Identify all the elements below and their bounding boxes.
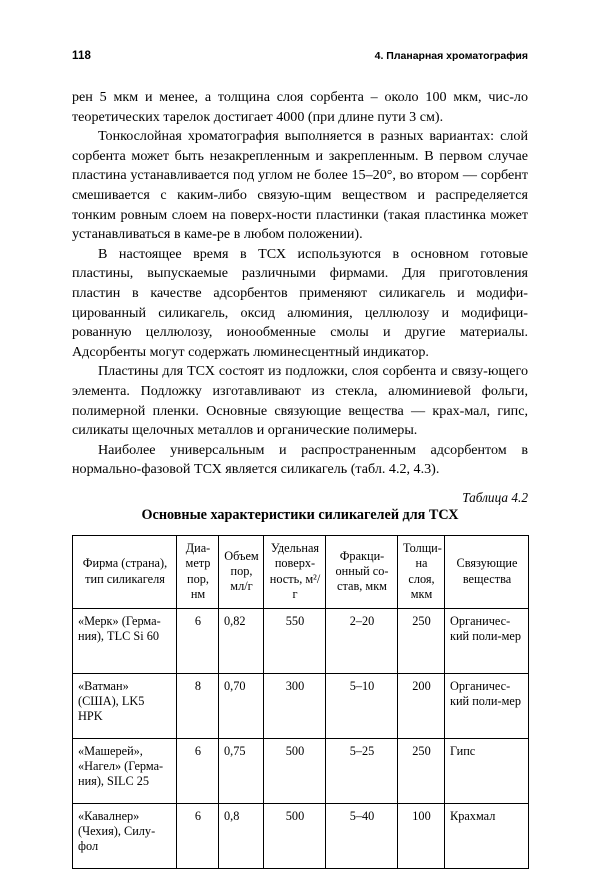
- cell-layer-thickness: 250: [398, 738, 445, 803]
- cell-layer-thickness: 250: [398, 608, 445, 673]
- cell-pore-volume: 0,75: [219, 738, 264, 803]
- cell-fraction: 5–40: [326, 803, 398, 868]
- cell-fraction: 5–10: [326, 673, 398, 738]
- cell-pore-diameter: 8: [177, 673, 219, 738]
- cell-surface-area: 550: [264, 608, 326, 673]
- page-number: 118: [72, 50, 92, 62]
- cell-layer-thickness: 100: [398, 803, 445, 868]
- cell-pore-volume: 0,8: [219, 803, 264, 868]
- column-header-pore-volume: Объем пор, мл/г: [219, 535, 264, 608]
- table-title: Основные характеристики силикагелей для ТСХ: [141, 506, 459, 523]
- column-header-surface-area: Удельная поверх-ность, м²/г: [264, 535, 326, 608]
- cell-fraction: 5–25: [326, 738, 398, 803]
- cell-firm: «Машерей», «Нагел» (Герма-ния), SILC 25: [73, 738, 177, 803]
- page-content: [72, 88, 528, 869]
- table-row: [73, 738, 529, 803]
- cell-firm: «Кавалнер» (Чехия), Силу-фол: [73, 803, 177, 868]
- table-header-row: [73, 535, 529, 608]
- cell-pore-diameter: 6: [177, 803, 219, 868]
- cell-surface-area: 300: [264, 673, 326, 738]
- cell-binder: Органичес-кий поли-мер: [445, 608, 529, 673]
- silica-gel-characteristics-table: [72, 535, 529, 869]
- cell-firm: «Мерк» (Герма-ния), TLC Si 60: [73, 608, 177, 673]
- cell-firm: «Ватман» (США), LK5 HPK: [73, 673, 177, 738]
- cell-binder: Крахмал: [445, 803, 529, 868]
- cell-layer-thickness: 200: [398, 673, 445, 738]
- page-header: [72, 50, 528, 62]
- column-header-binder: Связующие вещества: [445, 535, 529, 608]
- cell-binder: Гипс: [445, 738, 529, 803]
- column-header-firm: Фирма (страна), тип силикагеля: [73, 535, 177, 608]
- table-row: [73, 608, 529, 673]
- table-caption-number: Таблица 4.2: [462, 489, 528, 505]
- cell-surface-area: 500: [264, 738, 326, 803]
- table-row: [73, 673, 529, 738]
- column-header-layer-thickness: Толщи-на слоя, мкм: [398, 535, 445, 608]
- column-header-pore-diameter: Диа-метр пор, нм: [177, 535, 219, 608]
- paragraph: Пластины для ТСХ состоят из подложки, слоя сорбента и связу-ющего элемента. Подложку изготавливают из стекла, алюминиевой фольги, полимерной пленки. Основные связующие вещества — крах-мал, гипс, силикаты щелочных металлов и органические полимеры.: [72, 363, 528, 439]
- cell-surface-area: 500: [264, 803, 326, 868]
- paragraph: Тонкослойная хроматография выполняется в разных вариантах: слой сорбента может быть незакрепленным и закрепленным. В первом случае пластина устанавливается под углом не более 15–20°, во втором — сорбент смешивается с каким-либо связую-щим веществом и распределяется тонким ровным слоем на поверх-ности пластинки (такая пластинка может устанавливаться в каме-ре в любом положении).: [72, 128, 528, 243]
- cell-binder: Органичес-кий поли-мер: [445, 673, 529, 738]
- paragraph: В настоящее время в ТСХ используются в основном готовые пластины, выпускаемые различными фирмами. Для приготовления пластин в качестве адсорбентов применяют силикагель и модифи-цированный силикагель, оксид алюминия, целлюлозу и модифици-рованную целлюлозу, ионообменные смолы и другие материалы. Адсорбенты могут содержать люминесцентный индикатор.: [72, 245, 528, 360]
- paragraph: рен 5 мкм и менее, а толщина слоя сорбента – около 100 мкм, чис-ло теоретических тарелок достигает 4000 (при длине пути 3 см).: [72, 89, 528, 125]
- cell-pore-volume: 0,82: [219, 608, 264, 673]
- paragraph: Наиболее универсальным и распространенным адсорбентом в нормально-фазовой ТСХ является силикагель (табл. 4.2, 4.3).: [72, 441, 528, 478]
- cell-pore-diameter: 6: [177, 738, 219, 803]
- cell-fraction: 2–20: [326, 608, 398, 673]
- cell-pore-diameter: 6: [177, 608, 219, 673]
- column-header-fraction: Фракци-онный со-став, мкм: [326, 535, 398, 608]
- chapter-title: 4. Планарная хроматография: [374, 50, 528, 62]
- cell-pore-volume: 0,70: [219, 673, 264, 738]
- table-row: [73, 803, 529, 868]
